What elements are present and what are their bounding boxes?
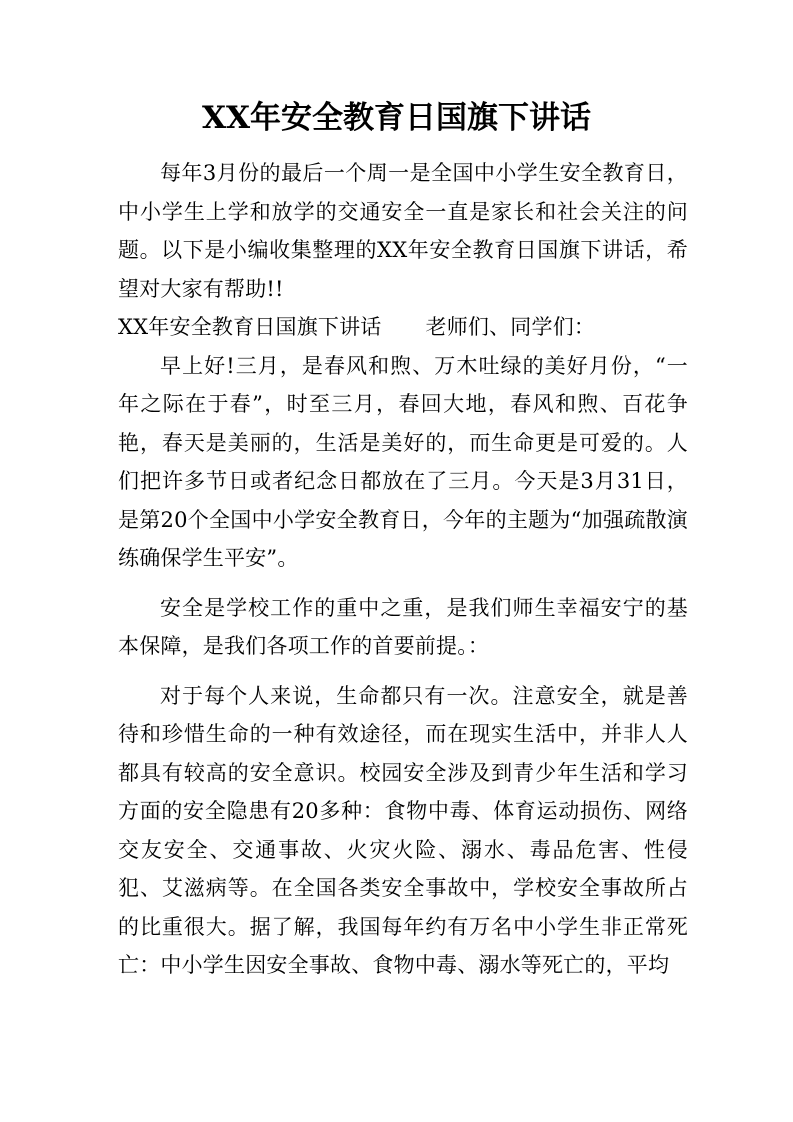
document-body — [118, 154, 688, 985]
body-paragraph-1: 早上好!三月，是春风和煦、万木吐绿的美好月份，“一年之际在于春”，时至三月，春回大地，春风和煦、百花争艳，春天是美丽的，生活是美好的，而生命更是可爱的。人们把许多节日或者纪念日都放在了三月。今天是3月31日，是第20个全国中小学安全教育日，今年的主题为“加强疏散演练确保学生平安”。 — [118, 353, 688, 570]
body-paragraph-3: 对于每个人来说，生命都只有一次。注意安全，就是善待和珍惜生命的一种有效途径，而在现实生活中，并非人人都具有较高的安全意识。校园安全涉及到青少年生活和学习方面的安全隐患有20多种：食物中毒、体育运动损伤、网络交友安全、交通事故、火灾火险、溺水、毒品危害、性侵犯、艾滋病等。在全国各类安全事故中，学校安全事故所占的比重很大。据了解，我国每年约有万名中小学生非正常死亡：中小学生因安全事故、食物中毒、溺水等死亡的，平均 — [118, 683, 688, 977]
body-paragraph-2: 安全是学校工作的重中之重，是我们师生幸福安宁的基本保障，是我们各项工作的首要前提。： — [118, 595, 688, 658]
document-title: XX年安全教育日国旗下讲话 — [201, 100, 592, 136]
intro-paragraph: 每年3月份的最后一个周一是全国中小学生安全教育日，中小学生上学和放学的交通安全一直是家长和社会关注的问题。以下是小编收集整理的XX年安全教育日国旗下讲话，希望对大家有帮助!! — [118, 161, 688, 301]
salutation: 老师们、同学们： — [425, 315, 596, 339]
paragraph-gap — [118, 666, 688, 677]
speech-heading-line — [118, 308, 688, 347]
speech-subheading: XX年安全教育日国旗下讲话 — [118, 315, 382, 339]
paragraph-gap — [118, 578, 688, 589]
